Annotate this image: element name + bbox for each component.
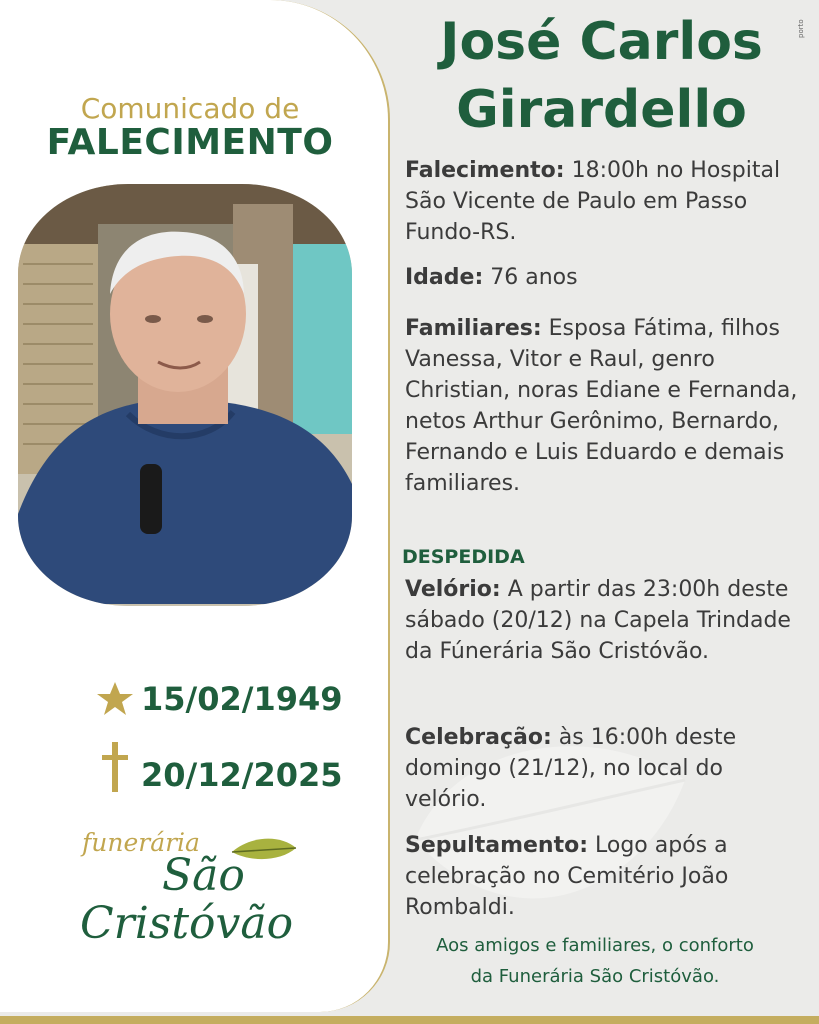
familiares-info [405,313,810,499]
velorio-info [405,574,810,667]
header-title: FALECIMENTO [46,122,334,163]
portrait-photo [18,184,352,606]
name-line2: Girardello [456,80,747,140]
falecimento-info [405,155,810,248]
celebracao-label: Celebração: [405,725,552,750]
familiares-label: Familiares: [405,316,542,341]
condolence-line1: Aos amigos e familiares, o conforto [436,935,754,956]
sepultamento-label: Sepultamento: [405,833,589,858]
sepultamento-text: Logo após a celebração no Cemitério João Rombaldi. [405,833,729,920]
despedida-title: DESPEDIDA [402,546,525,568]
cross-icon [95,742,135,792]
birth-date-row [95,680,343,718]
bottom-gold-bar [0,1016,819,1024]
star-icon [95,681,135,717]
header-line1: Comunicado de [80,92,300,125]
falecimento-label: Falecimento: [405,158,565,183]
funeraria-logo [80,828,300,958]
falecimento-text: 18:00h no Hospital São Vicente de Paulo em Passo Fundo-RS. [405,158,781,245]
idade-label: Idade: [405,265,484,290]
birth-date: 15/02/1949 [141,680,343,718]
celebracao-text: às 16:00h deste domingo (21/12), no local do velório. [405,725,737,812]
condolence-line2: da Funerária São Cristóvão. [470,966,720,987]
name-line1: José Carlos [440,12,763,72]
logo-big-text-2: Cristóvão [80,898,294,949]
familiares-text: Esposa Fátima, filhos Vanessa, Vitor e Raul, genro Christian, noras Ediane e Fernanda, netos Arthur Gerônimo, Bernardo, Fernando e Luis Eduardo e demais familiares. [405,316,798,496]
idade-text: 76 anos [483,265,578,290]
death-date-row [95,740,343,794]
velorio-label: Velório: [405,577,501,602]
idade-info [405,262,810,293]
logo-small-text: funerária [82,828,200,857]
celebracao-info [405,722,810,815]
deceased-name [404,8,799,144]
logo-big-text-1: São [162,850,245,901]
sepultamento-info [405,830,810,923]
death-date: 20/12/2025 [141,756,343,794]
condolence-message [395,930,795,992]
brand-tag: porto [797,19,805,38]
velorio-text: A partir das 23:00h deste sábado (20/12) na Capela Trindade da Fúnerária São Cristóvão. [405,577,791,664]
